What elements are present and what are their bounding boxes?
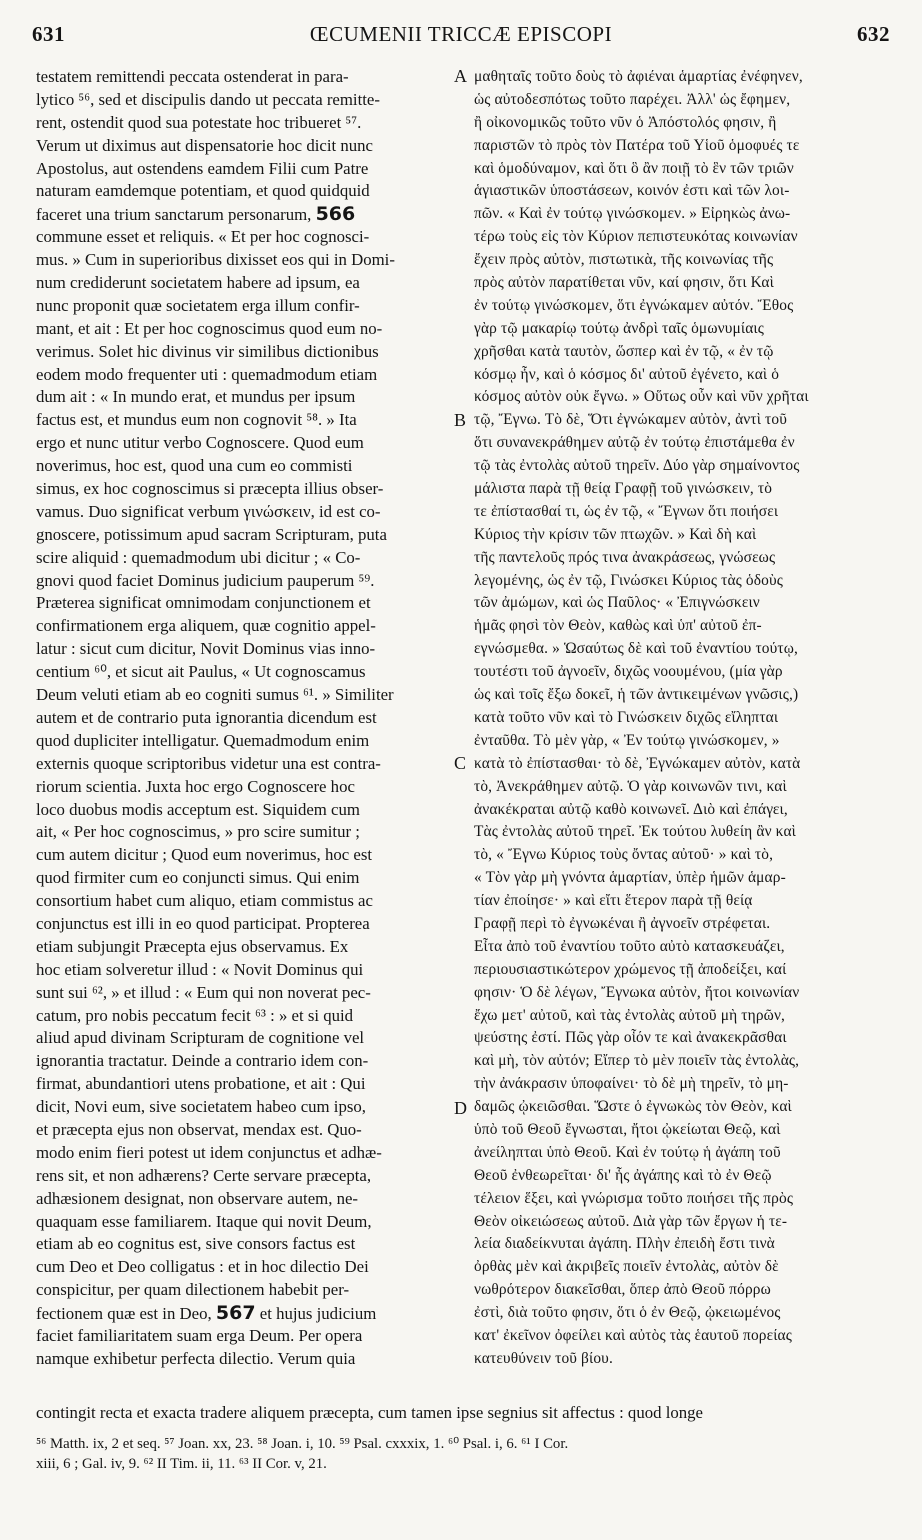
text-line: τὸ, Ἀνεκράθημεν αὐτῷ. Ὁ γὰρ κοινωνῶν τινι, καὶ — [474, 777, 787, 795]
text-line: Θεοῦ ἐνθεωρεῖται· δι' ἧς ἀγάπης καὶ τὸ ἐν Θεῷ — [474, 1166, 772, 1184]
section-marker-b: B — [454, 410, 467, 430]
text-line: ἡμᾶς φησὶ τὸν Θεὸν, καθὼς καὶ ὑπ' αὐτοῦ ἐπ- — [474, 617, 762, 635]
text-line: verimus. Solet hic divinus vir similibus dictionibus — [36, 341, 379, 361]
full-width-continuation-line: contingit recta et exacta tradere aliquem præcepta, cum tamen ipse segnius sit affectus : quod longe — [36, 1403, 703, 1422]
text-line: mant, et ait : Et per hoc cognoscimus quod eum no- — [36, 318, 383, 338]
text-line: faceret una trium sanctarum personarum, 566 — [36, 203, 356, 226]
text-line: φησιν· Ὁ δὲ λέγων, Ἔγνωκα αὐτὸν, ἤτοι κοινωνίαν — [474, 983, 800, 1001]
text-line: quaquam esse familiarem. Itaque qui novit Deum, — [36, 1211, 372, 1231]
text-line: Deum veluti etiam ab eo cogniti sumus ⁶¹. » Similiter — [36, 685, 394, 705]
text-line: τέρω τοὺς εἰς τὸν Κύριον πεπιστευκότας κοινωνίαν — [474, 228, 798, 246]
text-line: κατευθύνειν τοῦ βίου. — [474, 1349, 613, 1367]
text-line: rens sit, et non adhærens? Certe servare præcepta, — [36, 1165, 372, 1185]
text-line: Εἶτα ἀπὸ τοῦ ἐναντίου τοῦτο αὐτὸ κατασκευάζει, — [474, 937, 785, 955]
text-line: naturam eamdemque potentiam, et quod quidquid — [36, 181, 370, 201]
running-title: ŒCUMENII TRICCÆ EPISCOPI — [309, 22, 613, 46]
text-line: nunc proponit quæ societatem erga illum confir- — [36, 295, 360, 315]
text-line: conjunctus est illi in eo quod participat. Propterea — [36, 913, 370, 933]
text-line: κόσμος αὐτὸν οὐκ ἔγνω. » Οὕτως οὖν καὶ νῦν χρῆται — [474, 388, 809, 406]
text-line: Præterea significat omnimodam conjunctionem et — [36, 593, 371, 613]
text-line: πῶν. « Καὶ ἐν τούτῳ γινώσκομεν. » Εἰρηκὼς ἀνω- — [474, 205, 791, 223]
text-line: τουτέστι τοῦ ἀγνοεῖν, διχῶς νοουμένου, (μία γὰρ — [474, 663, 783, 681]
text-line: Verum ut diximus aut dispensatorie hoc dicit nunc — [36, 135, 373, 155]
text-line: lytico ⁵⁶, sed et discipulis dando ut peccata remitte- — [36, 89, 380, 109]
text-line: δαμῶς ᾠκειῶσθαι. Ὥστε ὁ ἐγνωκὼς τὸν Θεὸν, καὶ — [474, 1098, 792, 1116]
text-line: γὰρ τῷ μακαρίῳ τούτῳ ἀνδρὶ ταῖς ὁμωνυμίαις — [474, 319, 764, 337]
text-line: « Τὸν γὰρ μὴ γνόντα ἁμαρτίαν, ὑπὲρ ἡμῶν ἁμαρ- — [474, 869, 786, 887]
text-line: cum Deo et Deo colligatus : et in hoc dilectio Dei — [36, 1257, 369, 1277]
text-line: simus, ex hoc cognoscimus si præcepta illius obser- — [36, 479, 384, 499]
text-line: autem et de contrario puta ignorantia dicendum est — [36, 707, 377, 727]
text-line: τῶν ἀμώμων, καὶ ὡς Παῦλος· « Ἐπιγνώσκειν — [474, 594, 760, 612]
text-line: et præcepta ejus non observat, mendax est. Quo- — [36, 1119, 362, 1139]
text-line: gnovi quod faciet Dominus judicium pauperum ⁵⁹. — [36, 570, 375, 590]
text-line: ἐστὶ, διὰ τοῦτο φησιν, ὅτι ὁ ἐν Θεῷ, ᾠκειωμένος — [474, 1304, 781, 1322]
text-line: fectionem quæ est in Deo, 567 et hujus judicium — [36, 1302, 377, 1325]
footnote-line: ⁵⁶ Matth. ix, 2 et seq. ⁵⁷ Joan. xx, 23. ⁵⁸ Joan. i, 10. ⁵⁹ Psal. cxxxix, 1. ⁶⁰ Psal. i, 6. ⁶¹ I Cor. — [36, 1436, 569, 1452]
text-line: sunt sui ⁶², » et illud : « Eum qui non noverat pec- — [36, 982, 371, 1002]
text-line: factus est, et mundus eum non cognovit ⁵⁸. » Ita — [36, 410, 357, 430]
column-number-566: 566 — [315, 203, 356, 226]
text-line: ἐνταῦθα. Τὸ μὲν γὰρ, « Ἐν τούτῳ γινώσκομεν, » — [474, 731, 780, 749]
text-line: καὶ μὴ, τὸν αὐτόν; Εἴπερ τὸ μὲν ποιεῖν τὰς ἐντολὰς, — [474, 1052, 800, 1070]
column-number-567: 567 — [215, 1302, 256, 1325]
text-line: scire aliquid : quemadmodum ubi dicitur ; « Co- — [36, 547, 361, 567]
text-line: εγνώσμεθα. » Ὡσαύτως δὲ καὶ τοῦ ἐναντίου τούτῳ, — [474, 640, 799, 658]
text-line: τὴν ἀνάκρασιν ὑποφαίνει· τὸ δὲ μὴ τηρεῖν, τὸ μη- — [474, 1075, 789, 1093]
section-marker-d: D — [454, 1098, 467, 1118]
text-line: quod firmiter cum eo conjuncti simus. Qui enim — [36, 868, 360, 888]
text-line: Κύριος τὴν κρίσιν τῶν πτωχῶν. » Καὶ δὴ καὶ — [474, 525, 757, 543]
text-line: ἁγιαστικῶν ὑποστάσεων, κοινόν ἐστι καὶ τῶν λοι- — [474, 182, 790, 200]
text-line: ὅτι συνανεκράθημεν αὐτῷ ἐν τούτῳ ἐπιστάμεθα ἐν — [474, 434, 795, 452]
text-line: τέλειον ἕξει, καὶ γνώρισμα τοῦτο ποιήσει τῆς πρὸς — [474, 1189, 794, 1207]
text-line: etiam ab eo cognitus est, sive consors factus est — [36, 1234, 356, 1254]
text-line: noverimus, hoc est, quod una cum eo commisti — [36, 456, 353, 476]
page-header — [32, 22, 890, 56]
text-line: μαθηταῖς τοῦτο δοὺς τὸ ἀφιέναι ἁμαρτίας ἐνέφηνεν, — [474, 68, 803, 85]
page-number-left: 631 — [32, 22, 65, 46]
text-line: catum, pro nobis peccatum fecit ⁶³ : » et si quid — [36, 1005, 354, 1025]
text-line: conspicitur, per quam dilectionem habebit per- — [36, 1280, 350, 1300]
text-line: cum autem dicitur ; Quod eum noverimus, hoc est — [36, 845, 373, 865]
text-line: externis quoque scriptoribus videtur una est contra- — [36, 753, 381, 773]
text-line: ἔχειν πρὸς αὐτὸν, πιστωτικὰ, τῆς κοινωνίας τῆς — [474, 251, 774, 269]
text-line: ἔχω μετ' αὐτοῦ, καὶ τὰς ἐντολὰς αὐτοῦ μὴ τηρῶν, — [474, 1006, 786, 1024]
text-line: firmat, abundantiori utens probatione, et ait : Qui — [36, 1074, 366, 1094]
text-line: περιουσιαστικώτερον χρώμενος τῇ ἀποδείξει, καί — [474, 960, 787, 978]
text-line: riorum scientia. Juxta hoc ergo Cognoscere hoc — [36, 776, 355, 796]
text-line: Θεὸν οἰκειώσεως αὐτοῦ. Διὰ γὰρ τῶν ἔργων ἡ τε- — [474, 1212, 788, 1230]
text-line: τίαν ἐποίησε· » καὶ εἴτι ἕτερον παρὰ τῇ θείᾳ — [474, 892, 753, 910]
text-line: τὸ, « Ἔγνω Κύριος τοὺς ὄντας αὐτοῦ· » καὶ τὸ, — [474, 846, 774, 864]
text-line: κατὰ τοῦτο νῦν καὶ τὸ Γινώσκειν διχῶς εἴληπται — [474, 708, 779, 726]
text-line: eodem modo frequenter uti : quemadmodum etiam — [36, 364, 378, 384]
text-line: πρὸς αὐτὸν παρατίθεται νῦν, καί φησιν, ὅτι Καὶ — [474, 274, 774, 292]
text-line: χρῆσθαι κατὰ ταυτὸν, ὥσπερ καὶ ἐν τῷ, « ἐν τῷ — [474, 342, 774, 360]
text-line-tail: et hujus judicium — [255, 1304, 377, 1324]
text-line: hoc etiam solveretur illud : « Novit Dominus qui — [36, 959, 364, 979]
text-line: dicit, Novi eum, sive societatem habeo cum ipso, — [36, 1097, 366, 1117]
text-line: τῆς παντελοῦς πρός τινα ἀνακράσεως, γνώσεως — [474, 548, 776, 566]
text-line: μάλιστα παρὰ τῇ θείᾳ Γραφῇ τοῦ γινώσκειν, τὸ — [474, 480, 773, 498]
section-marker-c: C — [454, 753, 467, 773]
text-line: num crediderunt societatem habere ad ipsum, ea — [36, 273, 360, 293]
text-line: ὀρθὰς μὲν καὶ ἀκριβεῖς ποιεῖν ἐντολὰς, αὐτὸν δὲ — [474, 1258, 779, 1276]
text-line: λεγομένης, ὡς ἐν τῷ, Γινώσκει Κύριος τὰς ὁδοὺς — [474, 571, 784, 589]
footnotes — [36, 1434, 894, 1474]
text-line: dum ait : « In mundo erat, et mundus per ipsum — [36, 387, 356, 407]
text-line: loco duobus modis acceptum est. Siquidem cum — [36, 799, 360, 819]
footnote-line: xiii, 6 ; Gal. iv, 9. ⁶² II Tim. ii, 11. ⁶³ II Cor. v, 21. — [36, 1456, 327, 1472]
text-line: latur : sicut cum dicitur, Novit Dominus vias inno- — [36, 639, 376, 659]
text-line: λεία διαδείκνυται ἀγάπη. Πλὴν ἐπειδὴ ἔστι τινὰ — [474, 1235, 775, 1253]
text-line: κατ' ἐκεῖνον ὀφείλει καὶ αὐτὸς τὰς ἑαυτοῦ πορείας — [474, 1326, 792, 1344]
text-line: namque exhibetur perfecta dilectio. Verum quia — [36, 1348, 356, 1368]
text-line: τε ἐπίστασθαί τι, ὡς ἐν τῷ, « Ἔγνων ὅτι ποιήσει — [474, 502, 779, 520]
text-line: faciet familiaritatem suam erga Deum. Per opera — [36, 1325, 363, 1345]
greek-column — [474, 66, 892, 1371]
text-line: κατὰ τὸ ἐπίστασθαι· τὸ δὲ, Ἐγνώκαμεν αὐτὸν, κατὰ — [474, 754, 801, 772]
text-line: gnoscere, potissimum apud sacram Scripturam, puta — [36, 524, 387, 544]
text-line: etiam subjungit Præcepta ejus observamus. Ex — [36, 936, 349, 956]
text-line: Τὰς ἐντολὰς αὐτοῦ τηρεῖ. Ἐκ τούτου λυθείη ἂν καὶ — [474, 823, 796, 841]
text-line: τῷ, Ἔγνω. Τὸ δὲ, Ὅτι ἐγνώκαμεν αὐτὸν, ἀντὶ τοῦ — [474, 411, 787, 429]
text-line: νωθρότερον διακεῖσθαι, ὅπερ ἀπὸ Θεοῦ πόρρω — [474, 1281, 771, 1299]
text-line: ψεύστης ἐστί. Πῶς γὰρ οἷόν τε καὶ ἀνακεκρᾶσθαι — [474, 1029, 787, 1047]
text-line: aliud apud divinam Scripturam de cognitione vel — [36, 1028, 365, 1048]
text-line: καὶ ὁμοδύναμον, καὶ ὅτι ὃ ἂν ποιῇ τὸ ἓν τῶν τριῶν — [474, 159, 794, 177]
text-line: confirmationem erga aliquem, quæ cognitio appel- — [36, 616, 376, 636]
text-line: ἢ οἰκονομικῶς τοῦτο νῦν ὁ Ἀπόστολός φησιν, ἢ — [474, 113, 777, 131]
text-line: consortium habet cum aliquo, etiam commistus ac — [36, 891, 373, 911]
text-line: modo enim fieri potest ut idem conjunctus et adhæ- — [36, 1142, 382, 1162]
text-line: ergo et nunc utitur verbo Cognoscere. Quod eum — [36, 433, 364, 453]
text-line: centium ⁶⁰, et sicut ait Paulus, « Ut cognoscamus — [36, 662, 366, 682]
text-line: Apostolus, aut ostendens eamdem Filii cum Patre — [36, 158, 369, 178]
latin-column — [36, 66, 448, 1371]
text-line: τῷ τὰς ἐντολὰς αὐτοῦ τηρεῖν. Δύο γὰρ σημαίνοντος — [474, 457, 800, 475]
text-line: ignorantia tractatur. Deinde a contrario idem con- — [36, 1051, 369, 1071]
text-line: Γραφῇ περὶ τὸ ἐγνωκέναι ἢ ἀγνοεῖν στρέφεται. — [474, 914, 771, 932]
page-number-right: 632 — [857, 22, 890, 46]
text-line: ὑπὸ τοῦ Θεοῦ ἔγνωσται, ἤτοι ᾠκείωται Θεῷ, καὶ — [474, 1120, 781, 1138]
text-line: παριστῶν τὸ πρὸς τὸν Πατέρα τοῦ Υἱοῦ ὁμοφυές τε — [474, 136, 800, 154]
text-line: testatem remittendi peccata ostenderat in para- — [36, 67, 349, 86]
text-line: ὡς αὐτοδεσπότως τοῦτο παρέχει. Ἀλλ' ὡς ἔφημεν, — [474, 90, 791, 108]
text-line: quod dupliciter intelligatur. Quemadmodum enim — [36, 730, 370, 750]
text-line: ἀνείληπται ὑπὸ Θεοῦ. Καὶ ἐν τούτῳ ἡ ἀγάπη τοῦ — [474, 1143, 781, 1161]
text-line: ait, « Per hoc cognoscimus, » pro scire sumitur ; — [36, 822, 360, 842]
text-line: ὡς καὶ τοῖς ἔξω δοκεῖ, ἡ τῶν ἀντικειμένων γνῶσις,) — [474, 686, 799, 704]
section-marker-a: A — [454, 66, 467, 86]
text-line: ἀνακέκραται αὐτῷ καθὸ κοινωνεῖ. Διὸ καὶ ἐπάγει, — [474, 800, 788, 818]
text-line: commune esset et reliquis. « Et per hoc cognosci- — [36, 227, 370, 247]
text-line: mus. » Cum in superioribus dixisset eos qui in Domi- — [36, 250, 395, 270]
text-line: adhæsionem designat, non observare autem, ne- — [36, 1188, 359, 1208]
text-line: κόσμῳ ἦν, καὶ ὁ κόσμος δι' αὐτοῦ ἐγένετο, καὶ ὁ — [474, 365, 780, 383]
text-line: ἐν τούτῳ γινώσκομεν, ὅτι ἐγνώκαμεν αὐτόν. Ἔθος — [474, 296, 794, 314]
text-line: rent, ostendit quod sua potestate hoc tribueret ⁵⁷. — [36, 112, 362, 132]
text-line: vamus. Duo significat verbum γινώσκειν, id est co- — [36, 501, 381, 521]
